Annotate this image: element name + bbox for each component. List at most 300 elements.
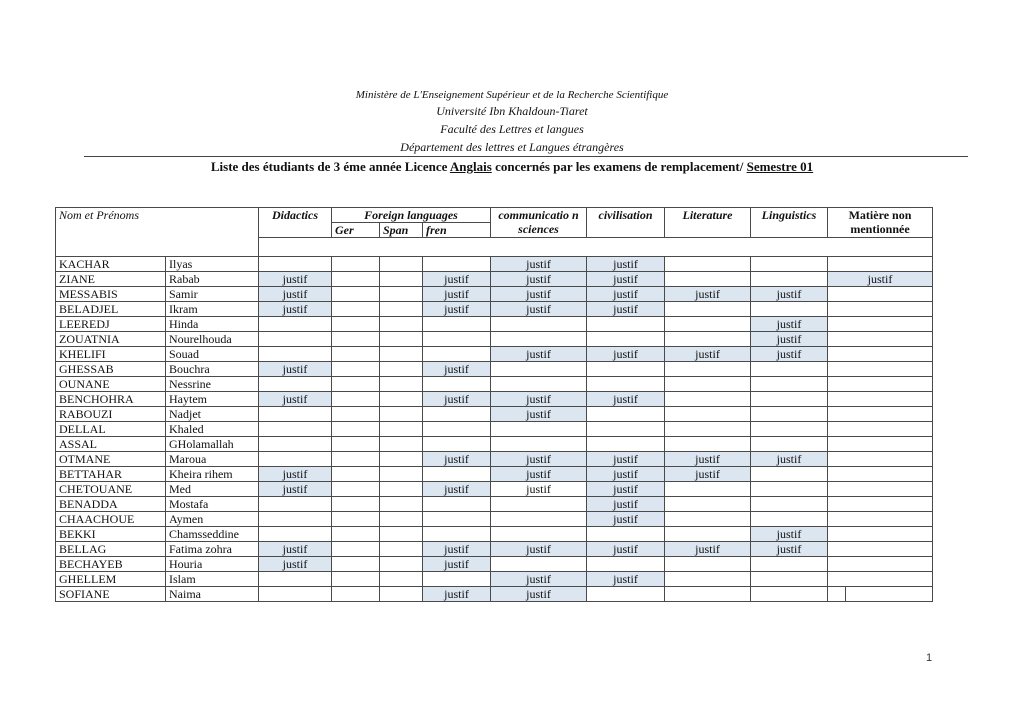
student-firstname: Med xyxy=(166,482,259,497)
cell-comm xyxy=(491,332,587,347)
table-row xyxy=(56,332,933,347)
header-foreign-languages: Foreign languages xyxy=(332,208,491,223)
cell-span xyxy=(380,332,423,347)
cell-did xyxy=(259,527,332,542)
cell-did: justif xyxy=(259,542,332,557)
student-surname: KHELIFI xyxy=(56,347,166,362)
cell-other xyxy=(828,287,933,302)
cell-other xyxy=(828,527,933,542)
cell-civ: justif xyxy=(587,467,665,482)
header-linguistics: Linguistics xyxy=(751,208,828,238)
cell-span xyxy=(380,392,423,407)
cell-other xyxy=(828,362,933,377)
cell-civ: justif xyxy=(587,482,665,497)
cell-span xyxy=(380,407,423,422)
cell-span xyxy=(380,302,423,317)
cell-span xyxy=(380,452,423,467)
student-firstname: Mostafa xyxy=(166,497,259,512)
cell-did: justif xyxy=(259,557,332,572)
cell-span xyxy=(380,542,423,557)
cell-fren xyxy=(423,467,491,482)
cell-civ: justif xyxy=(587,452,665,467)
cell-comm: justif xyxy=(491,347,587,362)
cell-lit: justif xyxy=(665,452,751,467)
cell-ger xyxy=(332,257,380,272)
cell-ling xyxy=(751,392,828,407)
cell-other xyxy=(828,482,933,497)
cell-fren xyxy=(423,572,491,587)
title-part-2: concernés par les examens de remplacement/ xyxy=(491,159,747,174)
cell-ling: justif xyxy=(751,317,828,332)
table-row xyxy=(56,317,933,332)
student-surname: OTMANE xyxy=(56,452,166,467)
cell-did: justif xyxy=(259,392,332,407)
cell-fren: justif xyxy=(423,287,491,302)
cell-comm xyxy=(491,377,587,392)
cell-lit xyxy=(665,392,751,407)
cell-civ: justif xyxy=(587,272,665,287)
cell-lit: justif xyxy=(665,467,751,482)
header-name: Nom et Prénoms xyxy=(56,208,259,257)
student-firstname: Khaled xyxy=(166,422,259,437)
cell-lit xyxy=(665,377,751,392)
cell-did xyxy=(259,317,332,332)
table-row xyxy=(56,272,933,287)
cell-other xyxy=(828,512,933,527)
cell-civ xyxy=(587,557,665,572)
cell-ger xyxy=(332,497,380,512)
header-row-1 xyxy=(56,208,933,223)
cell-ger xyxy=(332,392,380,407)
department-line: Département des lettres et Langues étrangères xyxy=(400,140,624,154)
student-surname: BELADJEL xyxy=(56,302,166,317)
cell-lit xyxy=(665,332,751,347)
cell-civ: justif xyxy=(587,287,665,302)
cell-did: justif xyxy=(259,272,332,287)
student-firstname: Aymen xyxy=(166,512,259,527)
cell-comm: justif xyxy=(491,407,587,422)
cell-ger xyxy=(332,317,380,332)
student-firstname: Kheira rihem xyxy=(166,467,259,482)
table-row xyxy=(56,542,933,557)
cell-other xyxy=(828,572,933,587)
cell-other xyxy=(828,317,933,332)
cell-did: justif xyxy=(259,482,332,497)
table-row xyxy=(56,467,933,482)
cell-ling xyxy=(751,467,828,482)
cell-comm: justif xyxy=(491,272,587,287)
cell-other xyxy=(828,542,933,557)
cell-ling xyxy=(751,272,828,287)
table-row xyxy=(56,362,933,377)
cell-lit xyxy=(665,557,751,572)
cell-fren xyxy=(423,437,491,452)
cell-lit xyxy=(665,317,751,332)
cell-span xyxy=(380,257,423,272)
cell-ger xyxy=(332,347,380,362)
header-communication: communicatio n sciences xyxy=(491,208,587,238)
table-row xyxy=(56,377,933,392)
cell-did xyxy=(259,407,332,422)
student-surname: SOFIANE xyxy=(56,587,166,602)
cell-other xyxy=(828,437,933,452)
cell-ling xyxy=(751,422,828,437)
cell-other xyxy=(828,257,933,272)
cell-civ xyxy=(587,362,665,377)
cell-comm: justif xyxy=(491,572,587,587)
cell-fren xyxy=(423,407,491,422)
cell-civ: justif xyxy=(587,257,665,272)
cell-ling xyxy=(751,557,828,572)
cell-civ: justif xyxy=(587,302,665,317)
table-row xyxy=(56,557,933,572)
cell-other: justif xyxy=(828,272,933,287)
cell-span xyxy=(380,287,423,302)
cell-ling xyxy=(751,377,828,392)
cell-span xyxy=(380,572,423,587)
cell-fren: justif xyxy=(423,482,491,497)
student-surname: GHESSAB xyxy=(56,362,166,377)
cell-comm xyxy=(491,527,587,542)
cell-comm: justif xyxy=(491,467,587,482)
cell-ger xyxy=(332,302,380,317)
header-fren: fren xyxy=(423,223,491,238)
cell-span xyxy=(380,377,423,392)
cell-fren: justif xyxy=(423,302,491,317)
cell-lit xyxy=(665,527,751,542)
cell-other xyxy=(828,467,933,482)
cell-did xyxy=(259,497,332,512)
table-row xyxy=(56,527,933,542)
cell-span xyxy=(380,527,423,542)
cell-comm: justif xyxy=(491,302,587,317)
cell-span xyxy=(380,272,423,287)
student-surname: ASSAL xyxy=(56,437,166,452)
cell-lit xyxy=(665,362,751,377)
cell-comm: justif xyxy=(491,542,587,557)
cell-other xyxy=(828,302,933,317)
student-surname: BELLAG xyxy=(56,542,166,557)
student-firstname: Haytem xyxy=(166,392,259,407)
cell-ling xyxy=(751,257,828,272)
cell-civ: justif xyxy=(587,542,665,557)
student-surname: BETTAHAR xyxy=(56,467,166,482)
cell-ger xyxy=(332,272,380,287)
cell-ling: justif xyxy=(751,332,828,347)
cell-span xyxy=(380,437,423,452)
faculty-line: Faculté des Lettres et langues xyxy=(440,122,584,136)
cell-ger xyxy=(332,452,380,467)
cell-lit: justif xyxy=(665,287,751,302)
cell-civ xyxy=(587,332,665,347)
cell-ger xyxy=(332,362,380,377)
table-row xyxy=(56,392,933,407)
cell-lit xyxy=(665,482,751,497)
ministry-line: Ministère de L'Enseignement Supérieur et de la Recherche Scientifique xyxy=(355,89,669,101)
cell-ger xyxy=(332,587,380,602)
cell-civ: justif xyxy=(587,497,665,512)
header-didactics: Didactics xyxy=(259,208,332,238)
cell-span xyxy=(380,362,423,377)
student-surname: OUNANE xyxy=(56,377,166,392)
cell-fren: justif xyxy=(423,452,491,467)
cell-ger xyxy=(332,512,380,527)
cell-fren xyxy=(423,332,491,347)
cell-did xyxy=(259,347,332,362)
student-surname: LEEREDJ xyxy=(56,317,166,332)
student-firstname: Islam xyxy=(166,572,259,587)
cell-ling: justif xyxy=(751,452,828,467)
cell-other xyxy=(828,407,933,422)
cell-other xyxy=(828,392,933,407)
student-firstname: Nessrine xyxy=(166,377,259,392)
cell-ling xyxy=(751,482,828,497)
cell-fren xyxy=(423,317,491,332)
table-row xyxy=(56,302,933,317)
student-firstname: Maroua xyxy=(166,452,259,467)
cell-span xyxy=(380,557,423,572)
table-row xyxy=(56,512,933,527)
cell-ger xyxy=(332,422,380,437)
student-surname: RABOUZI xyxy=(56,407,166,422)
cell-ling: justif xyxy=(751,347,828,362)
header-civilisation: civilisation xyxy=(587,208,665,238)
table-row xyxy=(56,407,933,422)
cell-lit xyxy=(665,572,751,587)
cell-fren xyxy=(423,497,491,512)
cell-ling: justif xyxy=(751,542,828,557)
cell-comm xyxy=(491,422,587,437)
table-row xyxy=(56,482,933,497)
cell-divider xyxy=(845,587,846,601)
title-part-1: Liste des étudiants de 3 éme année Licence xyxy=(210,159,450,174)
cell-ling xyxy=(751,512,828,527)
table-row xyxy=(56,422,933,437)
cell-ger xyxy=(332,377,380,392)
cell-other xyxy=(828,557,933,572)
cell-ling: justif xyxy=(751,527,828,542)
cell-ger xyxy=(332,437,380,452)
cell-ling xyxy=(751,572,828,587)
cell-fren: justif xyxy=(423,557,491,572)
cell-comm: justif xyxy=(491,452,587,467)
cell-did xyxy=(259,257,332,272)
cell-did xyxy=(259,332,332,347)
students-table xyxy=(55,207,933,602)
cell-span xyxy=(380,347,423,362)
cell-fren xyxy=(423,347,491,362)
title-semester: Semestre 01 xyxy=(746,159,814,174)
cell-did xyxy=(259,422,332,437)
cell-lit: justif xyxy=(665,542,751,557)
student-firstname: Ikram xyxy=(166,302,259,317)
cell-comm xyxy=(491,497,587,512)
table-row xyxy=(56,287,933,302)
cell-civ xyxy=(587,377,665,392)
student-surname: DELLAL xyxy=(56,422,166,437)
cell-fren xyxy=(423,512,491,527)
cell-civ: justif xyxy=(587,392,665,407)
cell-ger xyxy=(332,557,380,572)
cell-fren: justif xyxy=(423,587,491,602)
student-firstname: Chamsseddine xyxy=(166,527,259,542)
cell-fren xyxy=(423,527,491,542)
student-surname: CHAACHOUE xyxy=(56,512,166,527)
cell-other xyxy=(828,422,933,437)
cell-did: justif xyxy=(259,467,332,482)
cell-comm xyxy=(491,512,587,527)
table-row xyxy=(56,452,933,467)
student-firstname: Bouchra xyxy=(166,362,259,377)
student-surname: BENADDA xyxy=(56,497,166,512)
student-firstname: Samir xyxy=(166,287,259,302)
student-firstname: Nourelhouda xyxy=(166,332,259,347)
student-firstname: Fatima zohra xyxy=(166,542,259,557)
cell-lit xyxy=(665,302,751,317)
cell-span xyxy=(380,497,423,512)
cell-ger xyxy=(332,332,380,347)
cell-other xyxy=(828,452,933,467)
cell-civ: justif xyxy=(587,572,665,587)
cell-span xyxy=(380,587,423,602)
cell-did xyxy=(259,572,332,587)
student-firstname: Naima xyxy=(166,587,259,602)
student-surname: CHETOUANE xyxy=(56,482,166,497)
cell-lit xyxy=(665,437,751,452)
cell-lit xyxy=(665,272,751,287)
student-surname: MESSABIS xyxy=(56,287,166,302)
cell-comm: justif xyxy=(491,392,587,407)
student-surname: ZOUATNIA xyxy=(56,332,166,347)
student-surname: KACHAR xyxy=(56,257,166,272)
cell-other xyxy=(828,332,933,347)
cell-did: justif xyxy=(259,362,332,377)
student-firstname: Hinda xyxy=(166,317,259,332)
cell-fren: justif xyxy=(423,272,491,287)
header-span: Span xyxy=(380,223,423,238)
cell-ling xyxy=(751,587,828,602)
cell-comm xyxy=(491,437,587,452)
student-firstname: Ilyas xyxy=(166,257,259,272)
cell-did xyxy=(259,452,332,467)
cell-ger xyxy=(332,467,380,482)
cell-lit: justif xyxy=(665,347,751,362)
cell-did xyxy=(259,587,332,602)
cell-other xyxy=(828,377,933,392)
cell-ger xyxy=(332,527,380,542)
header-ger: Ger xyxy=(332,223,380,238)
cell-lit xyxy=(665,257,751,272)
cell-comm: justif xyxy=(491,287,587,302)
header-rule xyxy=(84,156,968,157)
cell-span xyxy=(380,467,423,482)
cell-fren: justif xyxy=(423,362,491,377)
cell-lit xyxy=(665,497,751,512)
cell-civ xyxy=(587,317,665,332)
cell-did: justif xyxy=(259,302,332,317)
student-surname: BENCHOHRA xyxy=(56,392,166,407)
header-other: Matière non mentionnée xyxy=(828,208,933,238)
cell-did xyxy=(259,377,332,392)
header-spacer xyxy=(259,238,933,257)
table-row xyxy=(56,587,933,602)
cell-comm: justif xyxy=(491,257,587,272)
cell-ger xyxy=(332,572,380,587)
cell-other xyxy=(828,497,933,512)
cell-span xyxy=(380,512,423,527)
cell-other xyxy=(828,587,933,602)
table-row xyxy=(56,257,933,272)
cell-comm xyxy=(491,557,587,572)
cell-did xyxy=(259,437,332,452)
document-title xyxy=(0,159,1024,175)
cell-did xyxy=(259,512,332,527)
student-surname: BEKKI xyxy=(56,527,166,542)
cell-did: justif xyxy=(259,287,332,302)
cell-civ xyxy=(587,407,665,422)
cell-civ xyxy=(587,527,665,542)
cell-civ: justif xyxy=(587,347,665,362)
header-literature: Literature xyxy=(665,208,751,238)
cell-span xyxy=(380,482,423,497)
cell-ger xyxy=(332,287,380,302)
student-firstname: Rabab xyxy=(166,272,259,287)
student-firstname: Nadjet xyxy=(166,407,259,422)
cell-fren xyxy=(423,377,491,392)
university-line: Université Ibn Khaldoun-Tiaret xyxy=(436,104,588,118)
cell-fren xyxy=(423,257,491,272)
cell-civ xyxy=(587,422,665,437)
cell-span xyxy=(380,422,423,437)
cell-ling xyxy=(751,302,828,317)
cell-ling xyxy=(751,362,828,377)
cell-comm: justif xyxy=(491,482,587,497)
cell-lit xyxy=(665,407,751,422)
cell-civ xyxy=(587,587,665,602)
cell-fren xyxy=(423,422,491,437)
cell-comm: justif xyxy=(491,587,587,602)
cell-ling xyxy=(751,497,828,512)
cell-ling xyxy=(751,437,828,452)
table-row xyxy=(56,347,933,362)
table-row xyxy=(56,437,933,452)
student-surname: GHELLEM xyxy=(56,572,166,587)
table-row xyxy=(56,497,933,512)
cell-comm xyxy=(491,317,587,332)
page-number: 1 xyxy=(926,652,933,664)
cell-fren: justif xyxy=(423,392,491,407)
cell-ger xyxy=(332,542,380,557)
student-surname: BECHAYEB xyxy=(56,557,166,572)
cell-civ: justif xyxy=(587,512,665,527)
student-firstname: GHolamallah xyxy=(166,437,259,452)
cell-lit xyxy=(665,422,751,437)
cell-span xyxy=(380,317,423,332)
cell-civ xyxy=(587,437,665,452)
cell-lit xyxy=(665,512,751,527)
title-subject: Anglais xyxy=(449,159,492,174)
student-surname: ZIANE xyxy=(56,272,166,287)
table-row xyxy=(56,572,933,587)
cell-ling xyxy=(751,407,828,422)
cell-ling: justif xyxy=(751,287,828,302)
cell-comm xyxy=(491,362,587,377)
cell-ger xyxy=(332,482,380,497)
student-firstname: Souad xyxy=(166,347,259,362)
cell-fren: justif xyxy=(423,542,491,557)
student-firstname: Houria xyxy=(166,557,259,572)
cell-other xyxy=(828,347,933,362)
